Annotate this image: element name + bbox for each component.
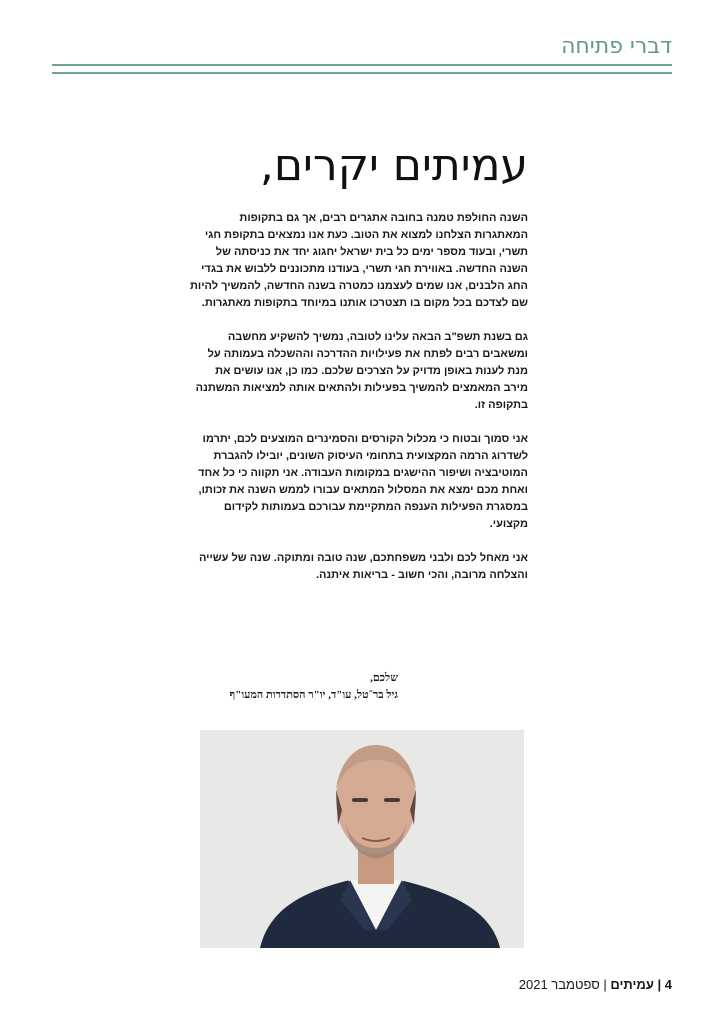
- article-body: [190, 210, 528, 601]
- section-title: דברי פתיחה: [561, 34, 672, 59]
- paragraph: אני מאחל לכם ולבני משפחתכם, שנה טובה ומתוקה. שנה של עשייה והצלחה מרובה, והכי חשוב - בריאות איתנה.: [198, 552, 528, 581]
- signature-name: גיל בר־טל, עו"ד, יו"ר הסתדרות המעו"ף: [229, 689, 398, 701]
- paragraph: השנה החולפת טמנה בחובה אתגרים רבים, אך גם בתקופות המאתגרות הצלחנו למצוא את הטוב. כעת אנו נמצאים בתקופת חגי תשרי, ובעוד מספר ימים כל בית ישראל יחגוג יחד את כניסתה של השנה החדשה. באווירת חגי תשרי, בעודנו מתכוננים ללבוש את בגדי החג הלבנים, אנו שמים לעצמנו כמטרה בשנה החדשה, להמשיך להיות שם לצדכם בכל מקום בו תצטרכו אותנו במיוחד בתקופות מאתגרות.: [190, 212, 528, 309]
- header-rule-bottom: [52, 72, 672, 74]
- paragraph: גם בשנת תשפ"ב הבאה עלינו לטובה, נמשיך להשקיע מחשבה ומשאבים רבים לפתח את פעילויות ההדרכה וההשכלה בעמותה על מנת לענות באופן מדויק על הצרכים שלכם. כמו כן, אנו עושים את מירב המאמצים להמשיך בפעילות ולהתאים אותה למציאות המשתנה בתקופה זו.: [195, 331, 528, 411]
- headline: עמיתים יקרים,: [259, 140, 528, 191]
- header-rule-top: [52, 64, 672, 66]
- issue-date: ספטמבר 2021: [518, 977, 600, 992]
- paragraph: אני סמוך ובטוח כי מכלול הקורסים והסמינרים המוצעים לכם, יתרמו לשדרוג הרמה המקצועית בתחומי העיסוק השונים, יובילו להגברת המוטיבציה ושיפור ההישגים במקומות העבודה. אני תקווה כי כל אחד ואחת מכם ימצא את המסלול המתאים עבורו לממש השנה את זכותו, במסגרת הפעילות הענפה המתקיימת עבורכם בעמותות לקידום מקצועי.: [198, 433, 528, 530]
- author-photo: [200, 730, 524, 948]
- page-footer: 4 | עמיתים | ספטמבר 2021: [518, 977, 672, 992]
- publication-name: עמיתים: [610, 977, 654, 992]
- signature: [230, 670, 398, 704]
- signature-closing: שלכם,: [370, 672, 398, 684]
- page-number: 4: [664, 977, 672, 992]
